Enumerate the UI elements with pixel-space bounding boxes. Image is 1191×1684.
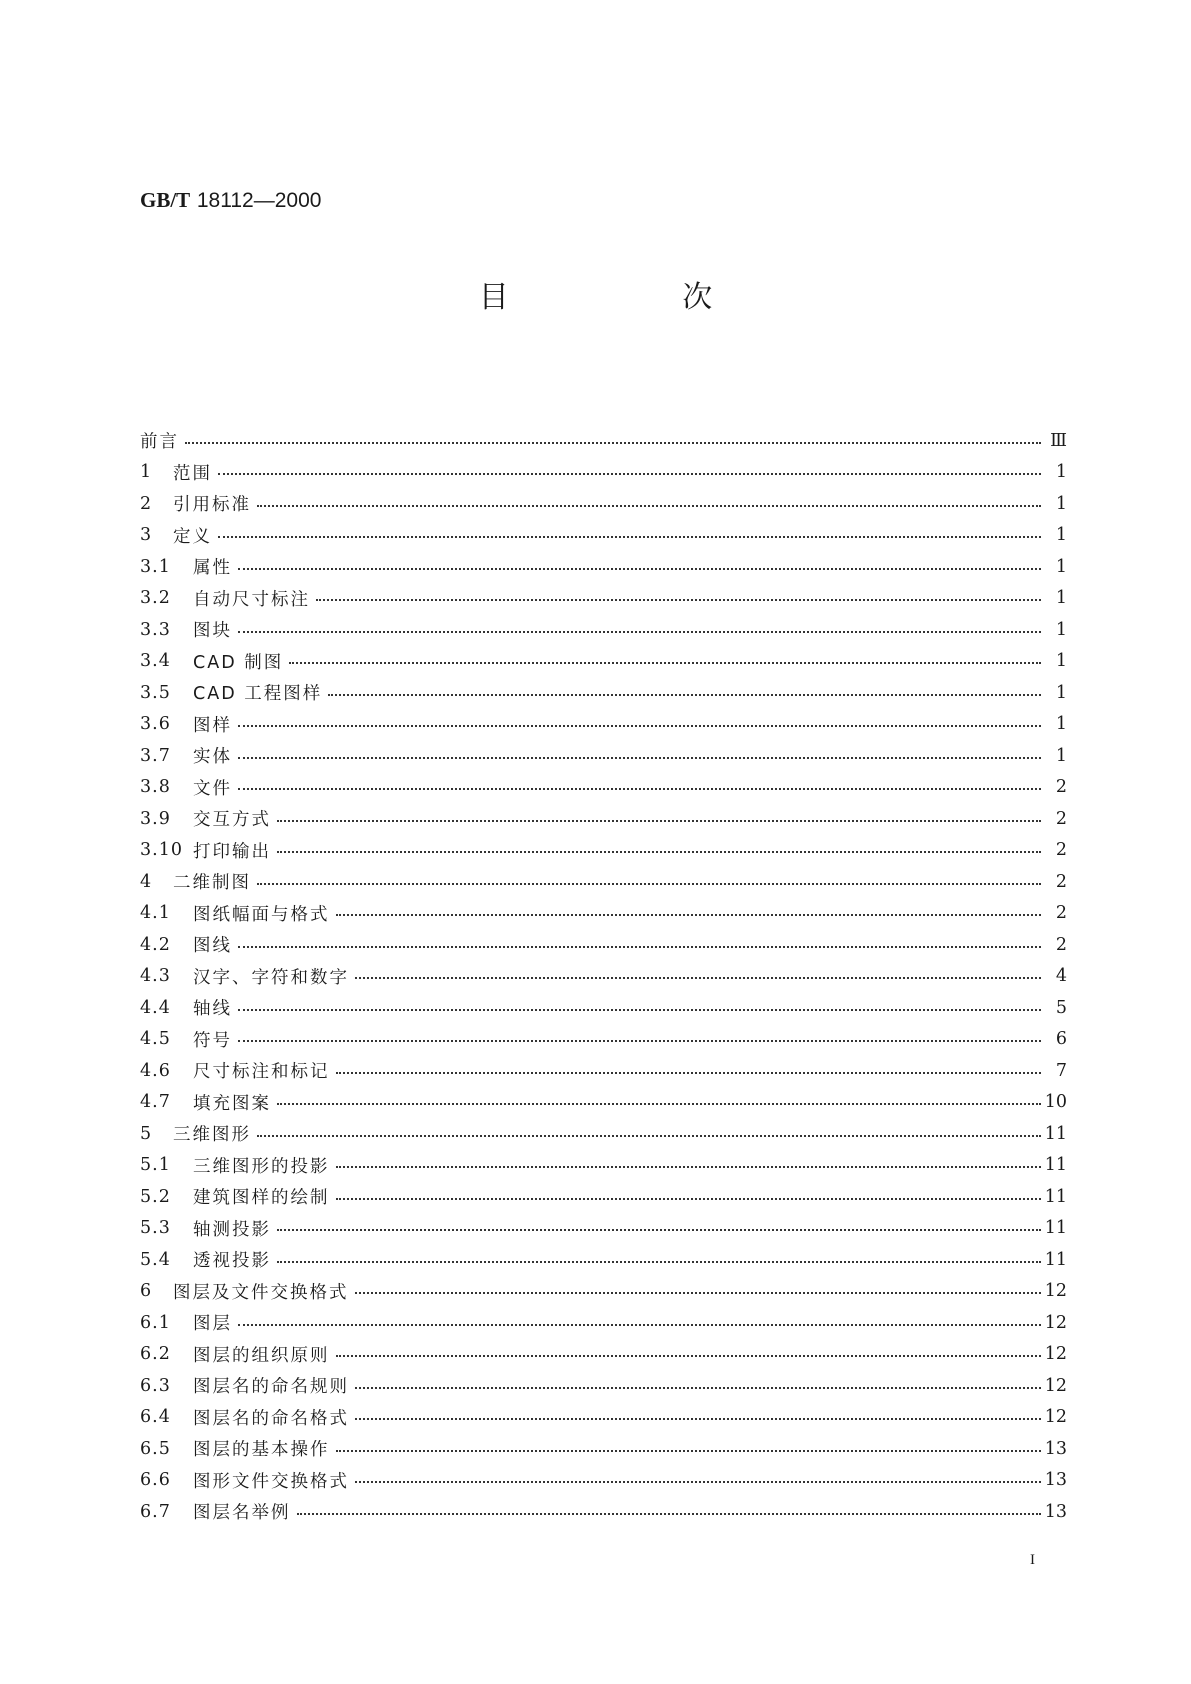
toc-entry-page: 12 — [1044, 1312, 1067, 1333]
toc-entry[interactable] — [140, 992, 1067, 1024]
toc-entry-title: 图层名的命名规则 — [193, 1377, 349, 1398]
toc-entry-number: 4.1 — [140, 903, 171, 924]
dot-leader — [185, 442, 1041, 444]
toc-entry-page: 1 — [1055, 556, 1067, 577]
dot-leader — [336, 914, 1042, 916]
toc-entry[interactable] — [140, 1465, 1067, 1497]
toc-entry-title: 三维图形 — [173, 1125, 251, 1146]
toc-entry-page: 1 — [1055, 682, 1067, 703]
toc-entry-title: 建筑图样的绘制 — [193, 1188, 330, 1209]
toc-entry[interactable] — [140, 835, 1067, 867]
toc-entry-page: 12 — [1044, 1344, 1067, 1365]
toc-entry-page: 11 — [1044, 1123, 1067, 1144]
toc-entry-number: 3.5 — [140, 682, 171, 703]
toc-entry-title: 轴线 — [193, 999, 232, 1020]
dot-leader — [355, 977, 1041, 979]
toc-entry[interactable] — [140, 1433, 1067, 1465]
toc-entry-title: 属性 — [193, 558, 232, 579]
toc-entry-number: 3.3 — [140, 619, 171, 640]
toc-entry-number: 4.7 — [140, 1092, 171, 1113]
toc-entry-number: 6.2 — [140, 1344, 171, 1365]
toc-entry-title: 填充图案 — [193, 1093, 271, 1114]
toc-entry-page: 7 — [1055, 1060, 1067, 1081]
toc-entry-page: 1 — [1055, 714, 1067, 735]
toc-entry[interactable] — [140, 1307, 1067, 1339]
toc-entry-number: 5.4 — [140, 1249, 171, 1270]
standard-number: 18112—2000 — [196, 189, 322, 212]
toc-entry-number: 4.3 — [140, 966, 171, 987]
toc-entry[interactable] — [140, 1024, 1067, 1056]
toc-entry-title: 图块 — [193, 621, 232, 642]
toc-entry-title: 图层 — [193, 1314, 232, 1335]
toc-entry-number: 6.4 — [140, 1407, 171, 1428]
toc-entry-page: 5 — [1055, 997, 1067, 1018]
dot-leader — [277, 1229, 1041, 1231]
toc-entry[interactable] — [140, 772, 1067, 804]
toc-entry-page: 2 — [1055, 934, 1067, 955]
dot-leader — [289, 662, 1041, 664]
toc-entry[interactable] — [140, 1150, 1067, 1182]
toc-entry-page: 10 — [1044, 1092, 1067, 1113]
toc-entry-number: 6.5 — [140, 1438, 171, 1459]
toc-entry-number: 5.1 — [140, 1155, 171, 1176]
toc-entry-title: 图层名的命名格式 — [193, 1408, 349, 1429]
toc-entry[interactable] — [140, 488, 1067, 520]
toc-entry[interactable] — [140, 709, 1067, 741]
toc-entry-number: 3.7 — [140, 745, 171, 766]
toc-entry-title: 文件 — [193, 778, 232, 799]
toc-entry-title: 图纸幅面与格式 — [193, 904, 330, 925]
dot-leader — [238, 568, 1041, 570]
toc-entry-title: CAD 工程图样 — [193, 684, 323, 705]
dot-leader — [336, 1198, 1041, 1200]
toc-entry-page: 13 — [1044, 1501, 1067, 1522]
toc-entry[interactable] — [140, 803, 1067, 835]
toc-entry-number: 6.7 — [140, 1501, 171, 1522]
dot-leader — [336, 1450, 1041, 1452]
toc-entry[interactable] — [140, 1339, 1067, 1371]
toc-entry-number: 6.1 — [140, 1312, 171, 1333]
toc-entry-number: 3.1 — [140, 556, 171, 577]
toc-entry-page: 11 — [1044, 1249, 1067, 1270]
dot-leader — [238, 946, 1041, 948]
dot-leader — [355, 1481, 1041, 1483]
toc-entry-number: 3.10 — [140, 840, 183, 861]
toc-heading: 目 次 — [478, 280, 795, 315]
toc-entry-number: 4.4 — [140, 997, 171, 1018]
toc-entry-number: 5.2 — [140, 1186, 171, 1207]
toc-entry-number: 3.9 — [140, 808, 171, 829]
toc-entry-page: 1 — [1055, 619, 1067, 640]
dot-leader — [297, 1513, 1041, 1515]
toc-entry[interactable] — [140, 1118, 1067, 1150]
toc-entry-title: 图样 — [193, 715, 232, 736]
toc-entry[interactable] — [140, 898, 1067, 930]
dot-leader — [238, 1324, 1041, 1326]
toc-entry[interactable] — [140, 929, 1067, 961]
toc-entry[interactable] — [140, 1213, 1067, 1245]
toc-entry-title: 透视投影 — [193, 1251, 271, 1272]
toc-entry-title: 定义 — [173, 526, 212, 547]
toc-entry-page: 2 — [1055, 903, 1067, 924]
toc-entry-number: 1 — [140, 462, 153, 483]
toc-entry-number: 2 — [140, 493, 153, 514]
toc-entry-page: Ⅲ — [1050, 430, 1067, 451]
toc-entry-title: 图层的基本操作 — [193, 1440, 330, 1461]
toc-entry[interactable] — [140, 1402, 1067, 1434]
dot-leader — [257, 883, 1041, 885]
toc-entry-title: 实体 — [193, 747, 232, 768]
dot-leader — [257, 1135, 1041, 1137]
toc-entry-title: 图线 — [193, 936, 232, 957]
toc-entry-page: 1 — [1055, 525, 1067, 546]
toc-entry-page: 1 — [1055, 588, 1067, 609]
toc-entry-title: 图层及文件交换格式 — [173, 1282, 349, 1303]
toc-entry-title: 范围 — [173, 463, 212, 484]
toc-entry-number: 6.3 — [140, 1375, 171, 1396]
toc-entry-page: 13 — [1044, 1470, 1067, 1491]
toc-entry-number: 4.6 — [140, 1060, 171, 1081]
toc-entry[interactable] — [140, 740, 1067, 772]
toc-entry-title: 自动尺寸标注 — [193, 589, 310, 610]
toc-entry-number: 3.2 — [140, 588, 171, 609]
toc-entry-title: 前言 — [140, 432, 179, 453]
toc-entry-page: 1 — [1055, 745, 1067, 766]
standard-code — [140, 186, 321, 215]
toc-entry[interactable] — [140, 1496, 1067, 1528]
toc-entry[interactable] — [140, 520, 1067, 552]
dot-leader — [238, 1040, 1041, 1042]
dot-leader — [218, 536, 1041, 538]
dot-leader — [336, 1072, 1042, 1074]
toc-entry[interactable] — [140, 457, 1067, 489]
toc-entry-title: 符号 — [193, 1030, 232, 1051]
toc-entry-number: 6 — [140, 1281, 153, 1302]
dot-leader — [355, 1418, 1041, 1420]
dot-leader — [218, 473, 1041, 475]
toc-entry[interactable] — [140, 1181, 1067, 1213]
toc-entry-page: 2 — [1055, 808, 1067, 829]
dot-leader — [355, 1292, 1041, 1294]
toc-entry-page: 1 — [1055, 651, 1067, 672]
toc-entry-page: 12 — [1044, 1281, 1067, 1302]
dot-leader — [257, 505, 1041, 507]
dot-leader — [238, 788, 1041, 790]
toc-entry-page: 1 — [1055, 493, 1067, 514]
toc-entry-title: 二维制图 — [173, 873, 251, 894]
page-folio: I — [1030, 1552, 1035, 1568]
toc-entry-title: 交互方式 — [193, 810, 271, 831]
toc-entry-title: 轴测投影 — [193, 1219, 271, 1240]
toc-entry-title: CAD 制图 — [193, 652, 284, 673]
toc-entry-title: 打印输出 — [193, 841, 271, 862]
toc-entry-number: 3.6 — [140, 714, 171, 735]
toc-entry-page: 2 — [1055, 871, 1067, 892]
dot-leader — [328, 694, 1041, 696]
toc-entry-number: 4.2 — [140, 934, 171, 955]
toc-entry[interactable] — [140, 1087, 1067, 1119]
dot-leader — [277, 1103, 1041, 1105]
toc-entry[interactable] — [140, 1276, 1067, 1308]
toc-entry-number: 5.3 — [140, 1218, 171, 1239]
toc-entry-number: 4 — [140, 871, 153, 892]
toc-entry[interactable] — [140, 1370, 1067, 1402]
toc-entry[interactable] — [140, 614, 1067, 646]
toc-entry[interactable] — [140, 551, 1067, 583]
toc-entry[interactable] — [140, 583, 1067, 615]
toc-entry[interactable] — [140, 646, 1067, 678]
toc-entry-number: 5 — [140, 1123, 153, 1144]
toc-entry-page: 2 — [1055, 840, 1067, 861]
toc-entry-title: 图层的组织原则 — [193, 1345, 330, 1366]
toc-entry-title: 汉字、字符和数字 — [193, 967, 349, 988]
standard-prefix: GB/T — [140, 188, 191, 212]
toc-entry-number: 4.5 — [140, 1029, 171, 1050]
toc-entry[interactable] — [140, 425, 1067, 457]
toc-entry-page: 11 — [1044, 1218, 1067, 1239]
toc-entry-page: 12 — [1044, 1375, 1067, 1396]
dot-leader — [277, 1261, 1041, 1263]
toc-entry[interactable] — [140, 866, 1067, 898]
dot-leader — [355, 1387, 1041, 1389]
dot-leader — [238, 757, 1041, 759]
toc-entry-number: 3 — [140, 525, 153, 546]
toc-entry-page: 1 — [1055, 462, 1067, 483]
toc-entry-page: 2 — [1055, 777, 1067, 798]
table-of-contents — [140, 425, 1067, 1528]
toc-entry[interactable] — [140, 1055, 1067, 1087]
toc-entry-number: 3.4 — [140, 651, 171, 672]
toc-entry-page: 4 — [1055, 966, 1067, 987]
dot-leader — [277, 820, 1041, 822]
toc-entry-page: 13 — [1044, 1438, 1067, 1459]
toc-entry-title: 尺寸标注和标记 — [193, 1062, 330, 1083]
toc-entry-page: 6 — [1055, 1029, 1067, 1050]
toc-entry-page: 11 — [1044, 1155, 1067, 1176]
dot-leader — [336, 1166, 1041, 1168]
toc-entry-number: 3.8 — [140, 777, 171, 798]
toc-entry-page: 11 — [1044, 1186, 1067, 1207]
toc-entry-title: 图形文件交换格式 — [193, 1471, 349, 1492]
toc-entry-title: 三维图形的投影 — [193, 1156, 330, 1177]
toc-entry-title: 引用标准 — [173, 495, 251, 516]
dot-leader — [316, 599, 1041, 601]
toc-entry[interactable] — [140, 1244, 1067, 1276]
toc-entry-number: 6.6 — [140, 1470, 171, 1491]
dot-leader — [238, 1009, 1041, 1011]
dot-leader — [238, 725, 1041, 727]
dot-leader — [238, 631, 1041, 633]
toc-entry-page: 12 — [1044, 1407, 1067, 1428]
dot-leader — [336, 1355, 1041, 1357]
toc-entry-title: 图层名举例 — [193, 1503, 291, 1524]
dot-leader — [277, 851, 1041, 853]
toc-entry[interactable] — [140, 961, 1067, 993]
toc-entry[interactable] — [140, 677, 1067, 709]
